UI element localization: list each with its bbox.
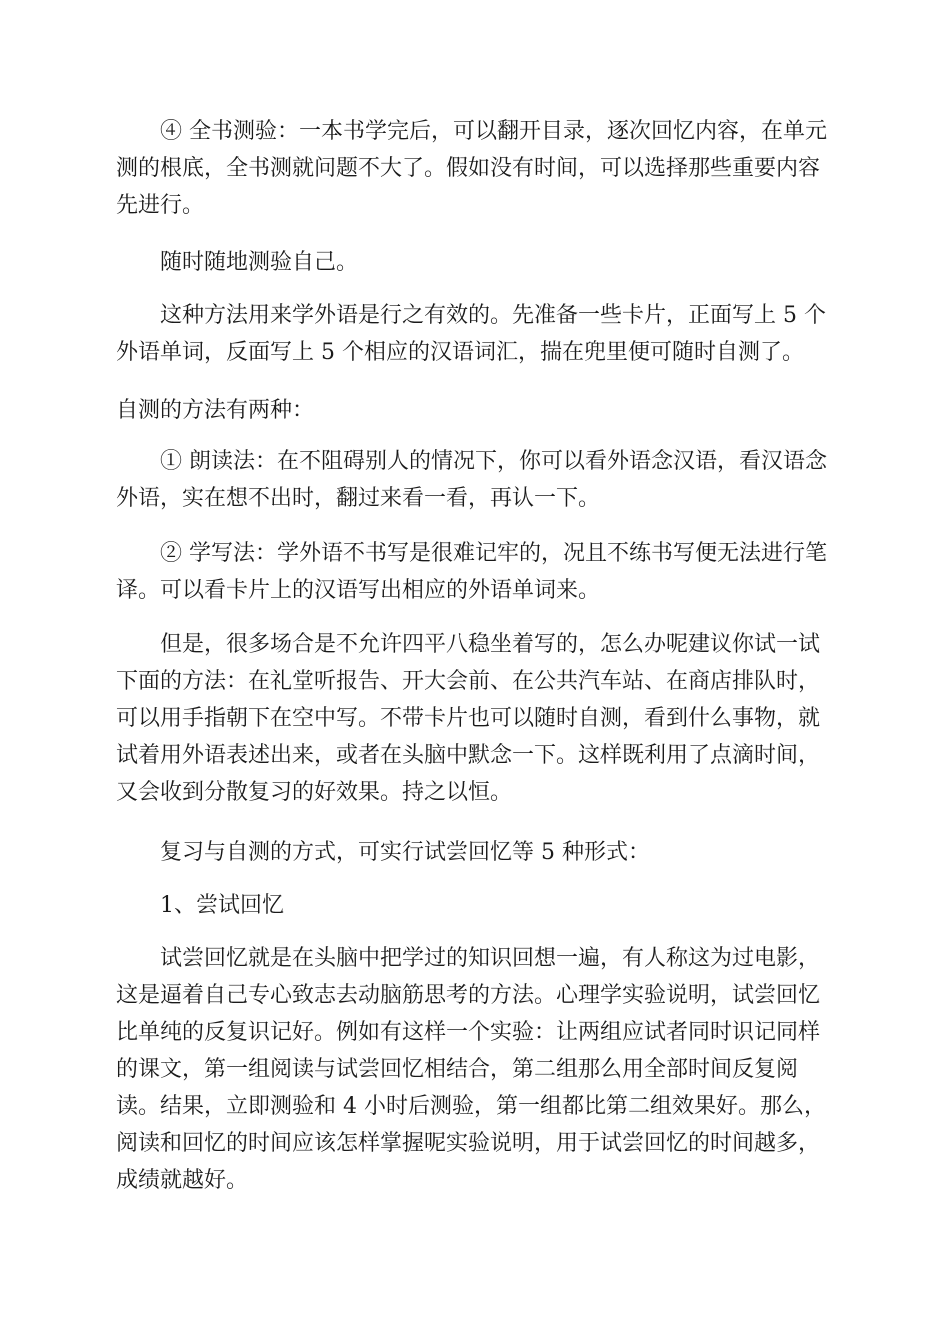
paragraph-writing-method: ② 学写法：学外语不书写是很难记牢的，况且不练书写便无法进行笔译。可以看卡片上的汉语写出相应的外语单词来。: [116, 541, 827, 603]
heading-try-recall: 1、尝试回忆: [160, 893, 284, 918]
paragraph-review-forms: 复习与自测的方式，可实行试尝回忆等 5 种形式：: [160, 840, 650, 865]
paragraph-flashcards: 这种方法用来学外语是行之有效的。先准备一些卡片，正面写上 5 个外语单词，反面写上 5 个相应的汉语词汇，揣在兜里便可随时自测了。: [116, 303, 826, 365]
paragraph-test-anytime: 随时随地测验自己。: [160, 250, 359, 275]
paragraph-air-writing: 但是，很多场合是不允许四平八稳坐着写的，怎么办呢建议你试一试下面的方法：在礼堂听报告、开大会前、在公共汽车站、在商店排队时，可以用手指朝下在空中写。不带卡片也可以随时自测，看到什么事物，就试着用外语表述出来，或者在头脑中默念一下。这样既利用了点滴时间，又会收到分散复习的好效果。持之以恒。: [116, 632, 821, 805]
paragraph-full-book-test: ④ 全书测验：一本书学完后，可以翻开目录，逐次回忆内容，在单元测的根底，全书测就问题不大了。假如没有时间，可以选择那些重要内容先进行。: [116, 119, 827, 218]
paragraph-recall-explanation: 试尝回忆就是在头脑中把学过的知识回想一遍，有人称这为过电影，这是逼着自己专心致志去动脑筋思考的方法。心理学实验说明，试尝回忆比单纯的反复识记好。例如有这样一个实验：让两组应试者同时识记同样的课文，第一组阅读与试尝回忆相结合，第二组那么用全部时间反复阅读。结果，立即测验和 4 小时后测验，第一组都比第二组效果好。那么，阅读和回忆的时间应该怎样掌握呢实验说明，用于试尝回忆的时间越多，成绩就越好。: [116, 946, 826, 1193]
paragraph-reading-method: ① 朗读法：在不阻碍别人的情况下，你可以看外语念汉语，看汉语念外语，实在想不出时，翻过来看一看，再认一下。: [116, 449, 827, 511]
paragraph-two-methods: 自测的方法有两种：: [116, 398, 315, 423]
